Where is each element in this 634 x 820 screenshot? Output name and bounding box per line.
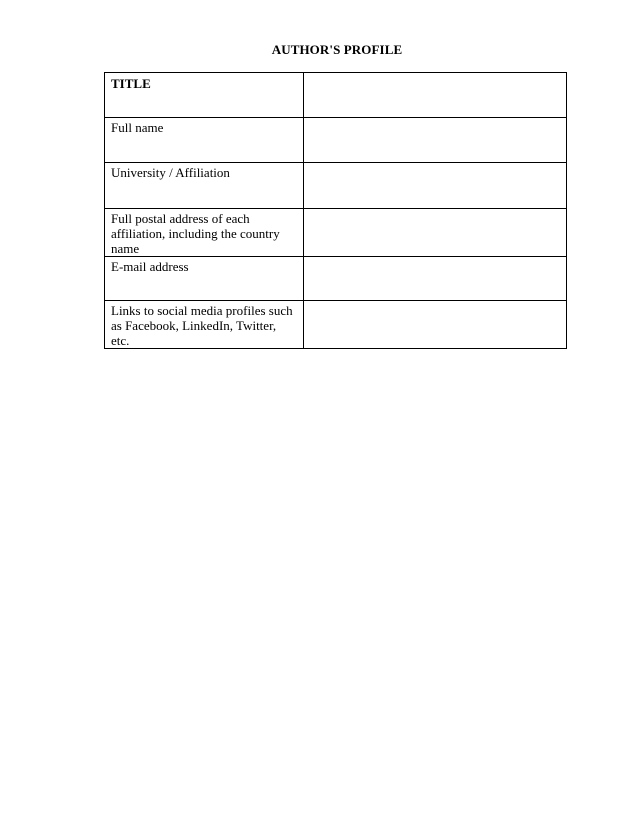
full-name-value-field[interactable] [304,118,567,163]
table-row [105,118,567,163]
table-row [105,209,567,257]
table-row [105,163,567,209]
social-media-links-label: Links to social media profiles such as Facebook, LinkedIn, Twitter, etc. [105,301,304,349]
email-address-label: E-mail address [105,257,304,301]
email-address-value-field[interactable] [304,257,567,301]
postal-address-label: Full postal address of each affiliation, including the country name [105,209,304,257]
full-name-label: Full name [105,118,304,163]
table-row [105,73,567,118]
page-title: AUTHOR'S PROFILE [271,42,403,57]
university-affiliation-value-field[interactable] [304,163,567,209]
title-label: TITLE [105,73,304,118]
postal-address-value-field[interactable] [304,209,567,257]
author-profile-table [104,72,567,349]
title-value-field[interactable] [304,73,567,118]
university-affiliation-label: University / Affiliation [105,163,304,209]
social-media-links-value-field[interactable] [304,301,567,349]
table-row [105,257,567,301]
table-row [105,301,567,349]
